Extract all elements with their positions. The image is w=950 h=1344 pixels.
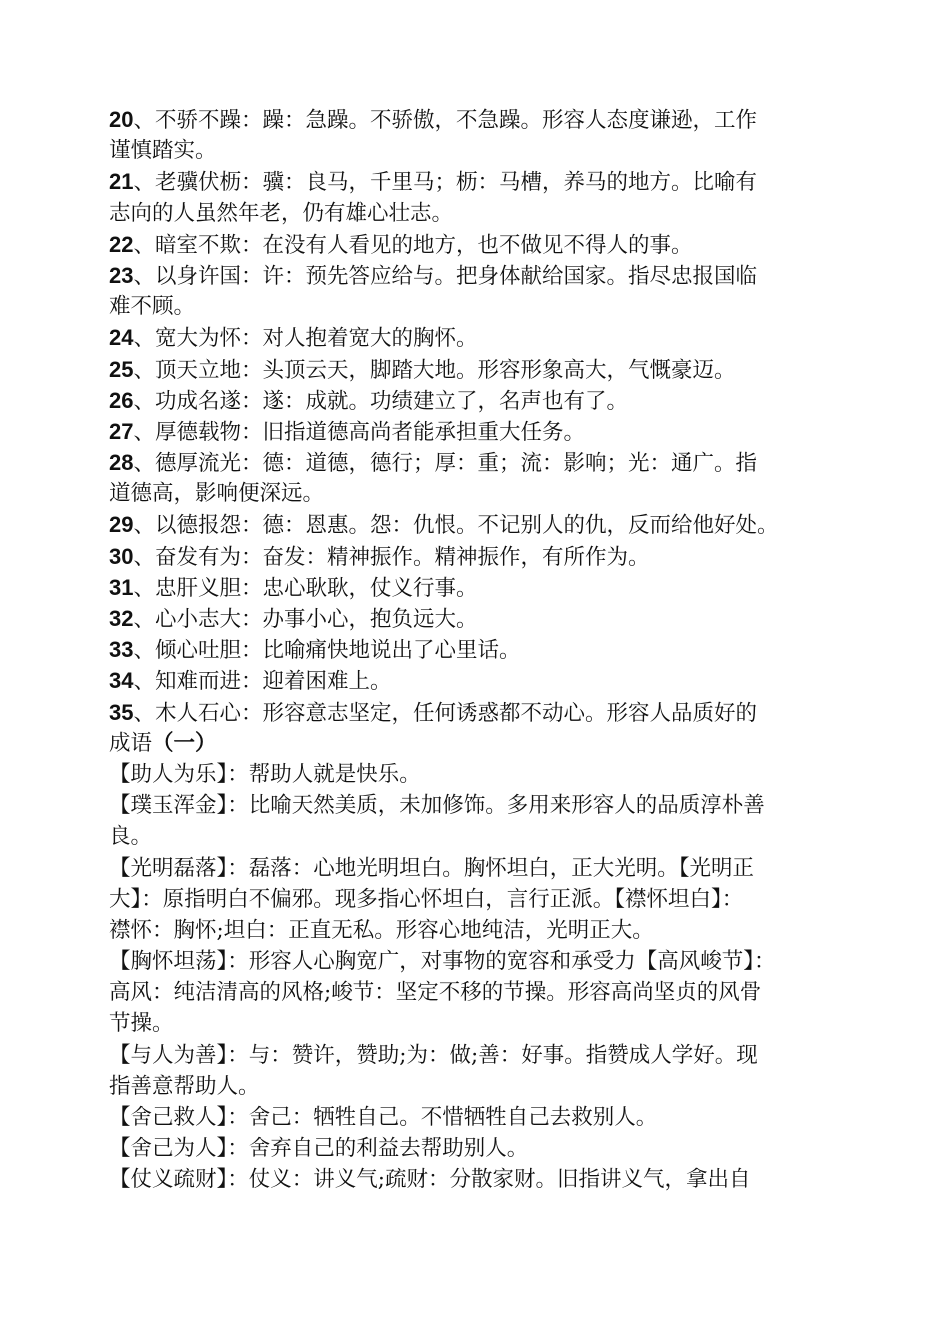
entry-text: 、德厚流光：德：道德，德行；厚：重；流：影响；光：通广。指 [133, 451, 757, 477]
entry-line [109, 603, 849, 634]
entry-line [109, 198, 849, 229]
entry-number: 35 [109, 699, 134, 725]
entry-number: 26 [109, 387, 134, 413]
entry-line [109, 260, 849, 291]
entry-number: 23 [109, 262, 134, 288]
entry-text: 、功成名遂：遂：成就。功绩建立了，名声也有了。 [133, 388, 628, 414]
entry-line [109, 541, 849, 572]
idiom-line: 【舍己救人】：舍己：牺牲自己。不惜牺牲自己去救别人。 [109, 1105, 658, 1130]
entry-number: 29 [109, 512, 134, 538]
idiom-line: 指善意帮助人。 [109, 1073, 260, 1099]
entry-text: 、奋发有为：奋发：精神振作。精神振作，有所作为。 [133, 544, 650, 570]
idiom-line: 【胸怀坦荡】：形容人心胸宽广，对事物的宽容和承受力【高风峻节】： [109, 949, 776, 975]
entry-text: 、倾心吐胆：比喻痛快地说出了心里话。 [133, 638, 521, 664]
section-heading-main: 成语 [109, 730, 153, 756]
entry-text: 、忠肝义胆：忠心耿耿，仗义行事。 [133, 575, 478, 601]
idiom-line: 襟怀：胸怀;坦白：正直无私。形容心地纯洁，光明正大。 [109, 917, 654, 943]
entry-line [109, 354, 849, 385]
entry-number: 25 [109, 356, 134, 382]
entry-text: 、知难而进：迎着困难上。 [133, 669, 392, 695]
entry-line [109, 447, 849, 478]
entry-line [109, 229, 849, 260]
document-body [109, 104, 849, 1196]
idiom-line: 【助人为乐】：帮助人就是快乐。 [109, 761, 421, 787]
entry-line [109, 665, 849, 696]
entry-line [109, 291, 849, 322]
idiom-definition-list [109, 759, 849, 1196]
idiom-line: 【仗义疏财】：仗义：讲义气;疏财：分散家财。旧指讲义气，拿出自 [109, 1167, 751, 1193]
entry-text: 、暗室不欺：在没有人看见的地方，也不做见不得人的事。 [133, 232, 693, 258]
entry-line [109, 478, 849, 509]
idiom-line: 【璞玉浑金】：比喻天然美质，未加修饰。多用来形容人的品质淳朴善 [109, 793, 765, 819]
entry-text: 难不顾。 [109, 294, 196, 320]
idiom-line: 【舍己为人】：舍弃自己的利益去帮助别人。 [109, 1136, 529, 1162]
entry-text: 、厚德载物：旧指道德高尚者能承担重大任务。 [133, 419, 585, 445]
entry-line [109, 135, 849, 166]
entry-line [109, 166, 849, 197]
entry-number: 31 [109, 574, 134, 600]
entry-number: 34 [109, 668, 134, 694]
entry-line [109, 416, 849, 447]
entry-text: 道德高，影响便深远。 [109, 481, 325, 507]
entry-line [109, 634, 849, 665]
entry-text: 、老骥伏枥：骥：良马，千里马；枥：马槽，养马的地方。比喻有 [133, 170, 757, 196]
idiom-line: 良。 [109, 824, 153, 850]
idiom-line: 节操。 [109, 1011, 174, 1037]
entry-number: 30 [109, 543, 134, 569]
idiom-line: 高风：纯洁清高的风格;峻节：坚定不移的节操。形容高尚坚贞的风骨 [109, 980, 762, 1006]
entry-text: 、以德报怨：德：恩惠。怨：仇恨。不记别人的仇，反而给他好处。 [133, 513, 779, 539]
entry-text: 谨慎踏实。 [109, 138, 217, 164]
entry-text: 、以身许国：许：预先答应给与。把身体献给国家。指尽忠报国临 [133, 263, 757, 289]
entry-line [109, 322, 849, 353]
section-heading-suffix: （一） [152, 730, 217, 756]
idiom-line: 【与人为善】：与：赞许，赞助;为：做;善：好事。指赞成人学好。现 [109, 1042, 758, 1068]
entry-number: 27 [109, 418, 134, 444]
entry-text: 、木人石心：形容意志坚定，任何诱惑都不动心。形容人品质好的 [133, 700, 757, 726]
numbered-idiom-list [109, 104, 849, 728]
section-heading [109, 728, 849, 759]
entry-number: 21 [109, 169, 134, 195]
entry-text: 、顶天立地：头顶云天，脚踏大地。形容形象高大，气慨豪迈。 [133, 357, 736, 383]
entry-number: 20 [109, 107, 134, 132]
entry-number: 28 [109, 450, 134, 476]
entry-text: 、心小志大：办事小心，抱负远大。 [133, 607, 478, 632]
entry-text: 、宽大为怀：对人抱着宽大的胸怀。 [133, 326, 478, 352]
entry-line [109, 509, 849, 540]
entry-line [109, 697, 849, 728]
entry-text: 志向的人虽然年老，仍有雄心壮志。 [109, 200, 454, 226]
entry-number: 22 [109, 231, 134, 257]
entry-text: 、不骄不躁：躁：急躁。不骄傲，不急躁。形容人态度谦逊，工作 [133, 108, 757, 133]
idiom-line: 【光明磊落】：磊落：心地光明坦白。胸怀坦白，正大光明。【光明正 [109, 855, 755, 881]
idiom-line: 大】：原指明白不偏邪。现多指心怀坦白，言行正派。【襟怀坦白】： [109, 886, 744, 912]
entry-number: 24 [109, 325, 134, 351]
entry-number: 32 [109, 606, 134, 631]
entry-line [109, 572, 849, 603]
entry-line [109, 385, 849, 416]
entry-number: 33 [109, 637, 134, 663]
entry-line [109, 104, 849, 135]
